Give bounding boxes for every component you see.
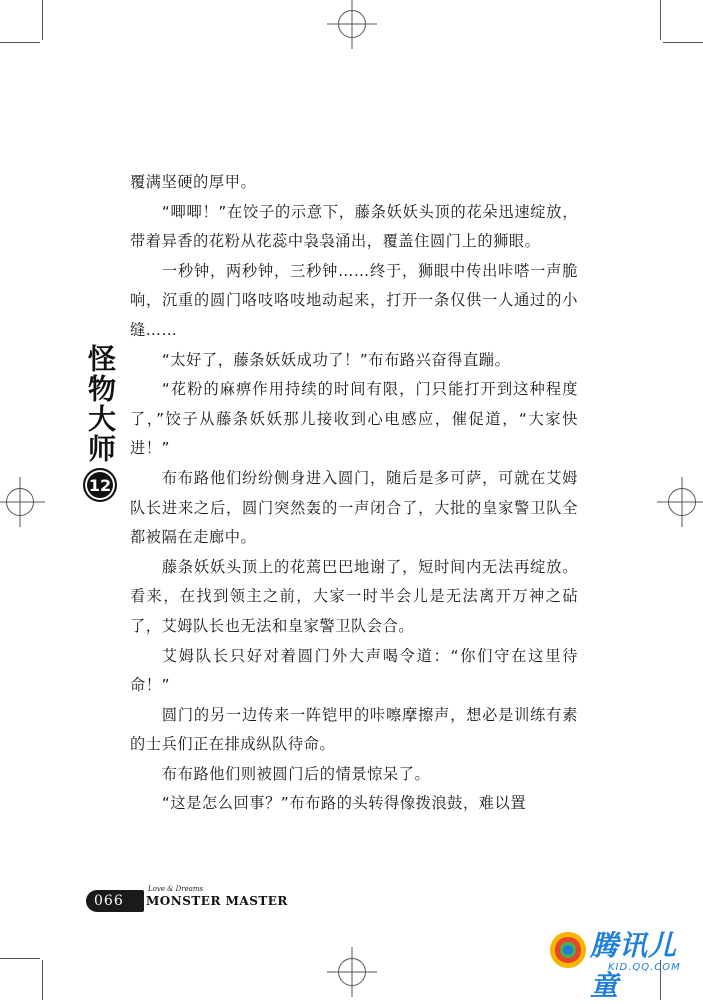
footer-tagline-big: MONSTER MASTER bbox=[146, 894, 288, 908]
volume-number: 12 bbox=[88, 475, 112, 495]
crop-mark bbox=[42, 0, 43, 40]
paragraph: “这是怎么回事？”布布路的头转得像拨浪鼓，难以置 bbox=[161, 794, 527, 813]
body-text bbox=[130, 168, 578, 819]
paragraph: 圆门的另一边传来一阵铠甲的咔嚓摩擦声，想必是训练有素的士兵们正在排成纵队待命。 bbox=[130, 705, 578, 754]
paragraph: 布布路他们则被圆门后的情景惊呆了。 bbox=[161, 764, 431, 783]
series-title: 怪物大师 bbox=[84, 344, 117, 464]
crop-mark bbox=[42, 960, 43, 1000]
paragraph: 一秒钟，两秒钟，三秒钟……终于，狮眼中传出咔嗒一声脆响，沉重的圆门咯吱咯吱地动起来，打开一条仅供一人通过的小缝…… bbox=[130, 261, 578, 339]
paragraph: 布布路他们纷纷侧身进入圆门，随后是多可萨，可就在艾姆队长进来之后，圆门突然轰的一声闭合了，大批的皇家警卫队全都被隔在走廊中。 bbox=[130, 468, 578, 547]
volume-badge bbox=[83, 468, 117, 502]
crop-mark bbox=[663, 42, 703, 43]
page-number: 066 bbox=[94, 893, 124, 909]
page-footer bbox=[86, 884, 326, 914]
paragraph: 藤条妖妖头顶上的花蔫巴巴地谢了，短时间内无法再绽放。看来，在找到领主之前，大家一时半会儿是无法离开万神之砧了，艾姆队长也无法和皇家警卫队会合。 bbox=[130, 557, 578, 635]
paragraph: 覆满坚硬的厚甲。 bbox=[130, 173, 257, 191]
watermark-title: 腾讯儿童 bbox=[590, 929, 678, 1002]
paragraph: “太好了，藤条妖妖成功了！”布布路兴奋得直蹦。 bbox=[161, 350, 511, 369]
qq-kid-logo-icon bbox=[546, 928, 590, 972]
registration-mark-icon bbox=[338, 958, 366, 986]
paragraph: 艾姆队长只好对着圆门外大声喝令道：“你们守在这里待命！” bbox=[130, 646, 578, 695]
registration-mark-icon bbox=[338, 10, 366, 38]
registration-mark-icon bbox=[668, 488, 696, 516]
crop-mark bbox=[0, 958, 40, 959]
footer-tagline-small: Love & Dreams bbox=[148, 885, 204, 893]
side-title bbox=[74, 344, 126, 695]
paragraph: “花粉的麻痹作用持续的时间有限，门只能打开到这种程度了，”饺子从藤条妖妖那儿接收到心电感应，催促道，“大家快进！” bbox=[130, 380, 578, 458]
paragraph: “唧唧！”在饺子的示意下，藤条妖妖头顶的花朵迅速绽放，带着异香的花粉从花蕊中袅袅涌出，覆盖住圆门上的狮眼。 bbox=[130, 202, 578, 251]
watermark bbox=[546, 922, 696, 1002]
crop-mark bbox=[660, 0, 661, 40]
crop-mark bbox=[0, 42, 40, 43]
page-number-box bbox=[86, 890, 144, 912]
watermark-url: KID.QQ.COM bbox=[608, 962, 681, 973]
